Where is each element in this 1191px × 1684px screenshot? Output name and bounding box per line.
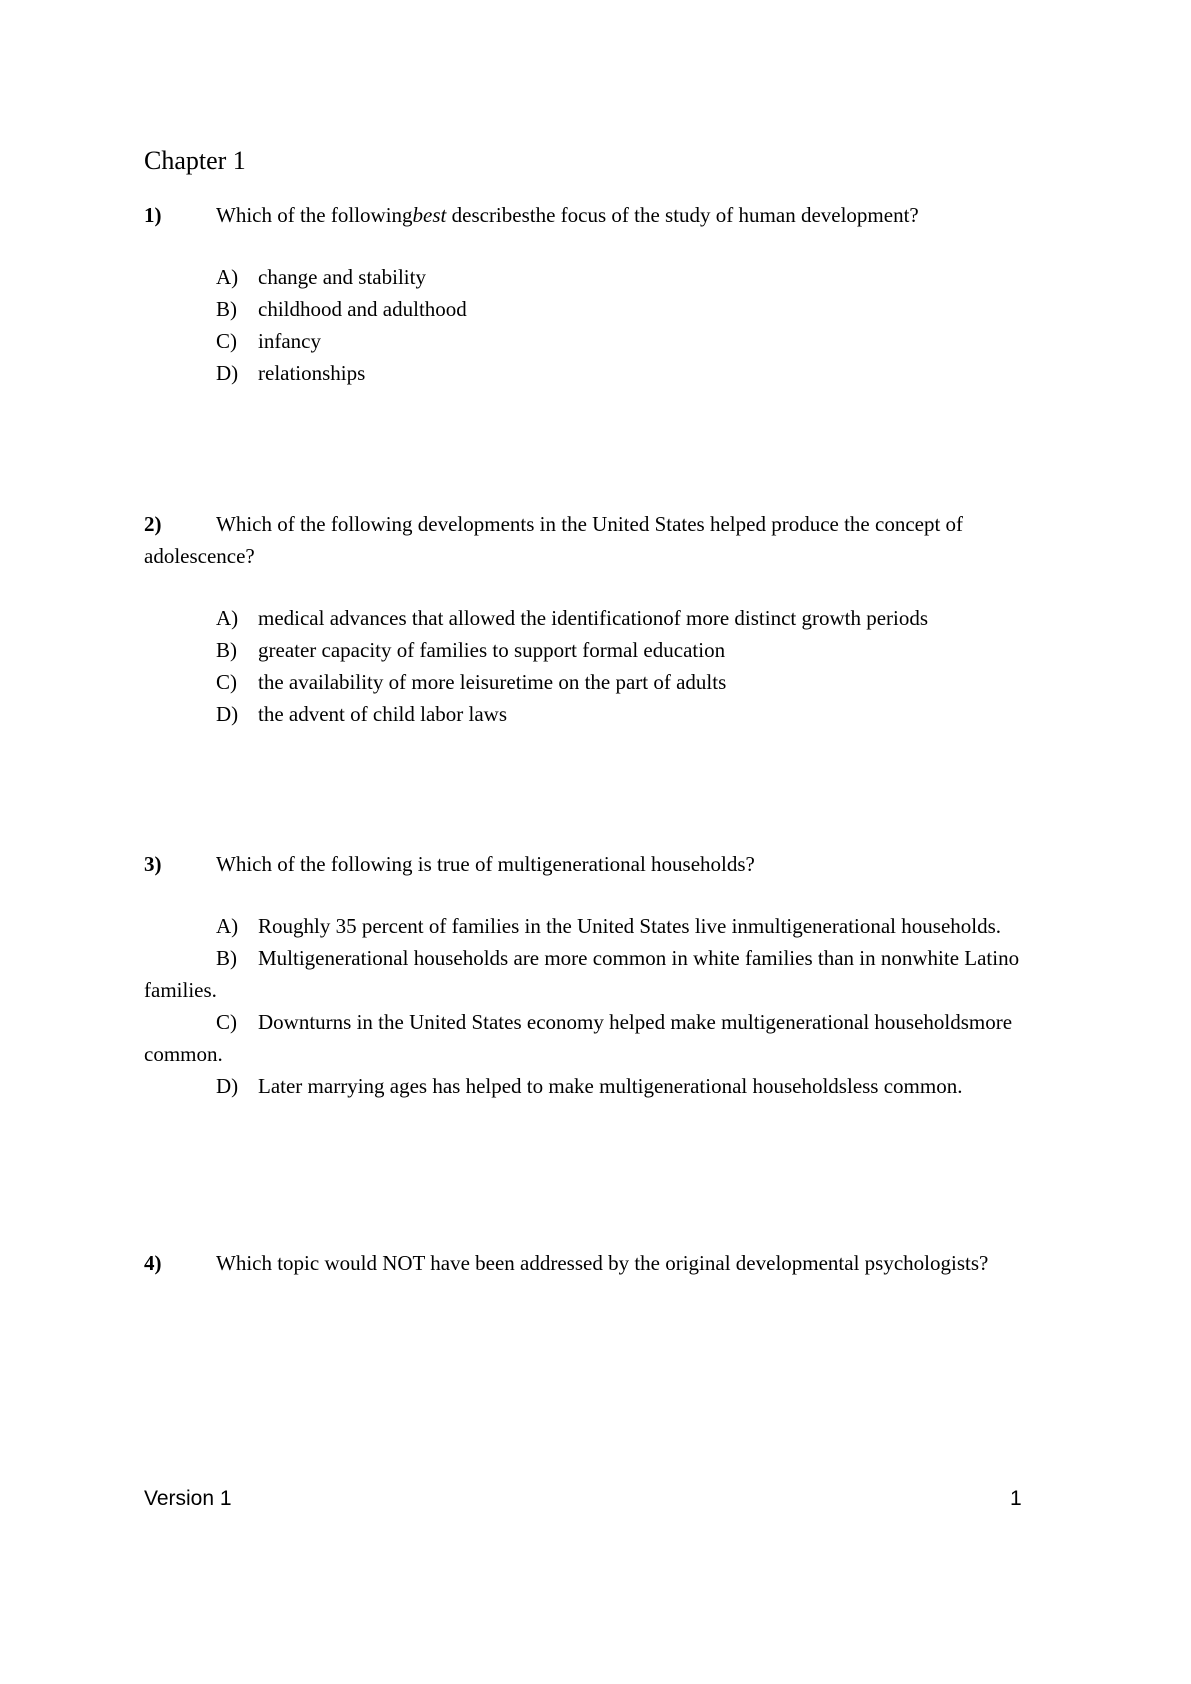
choice-letter: C) [216, 329, 237, 353]
choice-text: childhood and adulthood [258, 297, 467, 321]
question-3-body: Which of the following is true of multigenerational households? [216, 852, 755, 876]
choice-letter: D) [216, 361, 239, 385]
page-title: Chapter 1 [144, 146, 246, 175]
choice-3a [144, 910, 1078, 942]
question-1-text-after: describesthe focus of the study of human development? [446, 203, 919, 227]
question-3 [144, 848, 1078, 1102]
choice-1c [144, 325, 1078, 357]
choice-text: infancy [258, 329, 321, 353]
choice-3b [144, 942, 1078, 1006]
choice-text: greater capacity of families to support formal education [258, 638, 726, 662]
question-1-choices [144, 261, 1078, 389]
choice-text: the availability of more leisuretime on the part of adults [258, 670, 727, 694]
question-2-body: Which of the following developments in the United States helped produce the concept of adolescence? [144, 512, 964, 568]
choice-2a [144, 602, 1078, 634]
choice-text: the advent of child labor laws [258, 702, 508, 726]
choice-letter: C) [216, 670, 237, 694]
choice-text: Roughly 35 percent of families in the United States live inmultigenerational households. [258, 914, 1002, 938]
choice-1a [144, 261, 1078, 293]
choice-2b [144, 634, 1078, 666]
question-4-number: 4) [144, 1251, 162, 1275]
choice-3c [144, 1006, 1078, 1070]
choice-2c [144, 666, 1078, 698]
choice-text: Downturns in the United States economy helped make multigenerational householdsmore common. [144, 1010, 1013, 1066]
choice-text: change and stability [258, 265, 426, 289]
question-3-text [144, 848, 1078, 880]
choice-1b [144, 293, 1078, 325]
choice-text: relationships [258, 361, 366, 385]
footer-version: Version 1 [144, 1487, 232, 1510]
choice-letter: A) [216, 265, 239, 289]
question-1 [144, 199, 1078, 389]
choice-2d [144, 698, 1078, 730]
question-1-text [144, 199, 1078, 231]
choice-letter: A) [216, 606, 239, 630]
choice-text: Later marrying ages has helped to make multigenerational householdsless common. [258, 1074, 963, 1098]
question-4-text [144, 1247, 1078, 1279]
question-2-text [144, 508, 1078, 572]
choice-letter: C) [216, 1010, 237, 1034]
question-1-number: 1) [144, 203, 162, 227]
question-3-number: 3) [144, 852, 162, 876]
question-2-number: 2) [144, 512, 162, 536]
question-4 [144, 1247, 1078, 1279]
choice-letter: B) [216, 297, 237, 321]
choice-text: medical advances that allowed the identificationof more distinct growth periods [258, 606, 929, 630]
choice-text: Multigenerational households are more common in white families than in nonwhite Latino families. [144, 946, 1020, 1002]
question-1-text-emphasis: best [412, 203, 447, 227]
choice-letter: D) [216, 1074, 239, 1098]
question-4-body: Which topic would NOT have been addressed by the original developmental psychologists? [216, 1251, 989, 1275]
choice-letter: B) [216, 638, 237, 662]
choice-letter: A) [216, 914, 239, 938]
question-3-choices [144, 910, 1078, 1102]
question-1-text-before: Which of the following [216, 203, 413, 227]
question-2-choices [144, 602, 1078, 730]
choice-letter: B) [216, 946, 237, 970]
choice-1d [144, 357, 1078, 389]
footer-page-number: 1 [1010, 1487, 1022, 1510]
choice-letter: D) [216, 702, 239, 726]
question-2 [144, 508, 1078, 730]
choice-3d [144, 1070, 1078, 1102]
